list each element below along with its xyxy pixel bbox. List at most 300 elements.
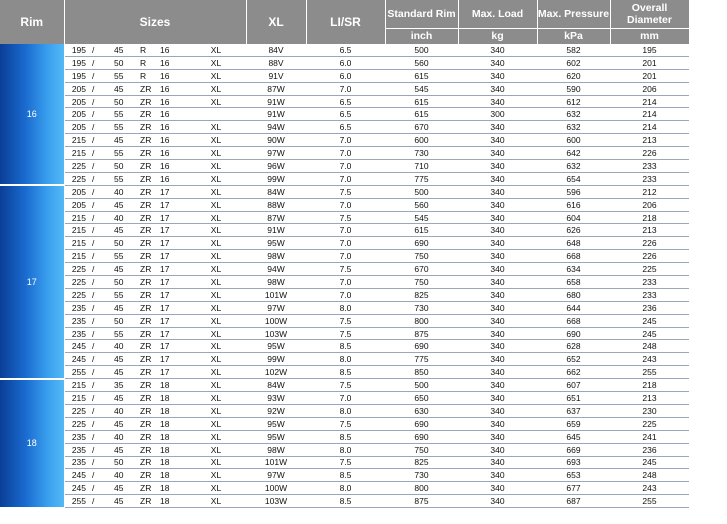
- cell-construction: ZR: [138, 237, 160, 250]
- cell-max-pressure: 340: [458, 250, 537, 263]
- cell-max-load: 545: [385, 211, 458, 224]
- cell-construction: ZR: [138, 482, 160, 495]
- cell-diameter: 16: [160, 121, 186, 134]
- cell-construction: ZR: [138, 392, 160, 405]
- cell-slash: /: [92, 340, 114, 353]
- cell-li-sr: 103W: [246, 327, 306, 340]
- cell-standard-rim: 8.0: [306, 482, 385, 495]
- cell-aspect: 50: [114, 314, 138, 327]
- cell-overall-diameter: 634: [537, 263, 610, 276]
- cell-overall-diameter: 669: [537, 443, 610, 456]
- cell-aspect: 50: [114, 95, 138, 108]
- cell-xl: XL: [186, 379, 246, 392]
- cell-aspect: 55: [114, 108, 138, 121]
- cell-width: 215: [64, 237, 92, 250]
- cell-width: 205: [64, 198, 92, 211]
- table-row: [0, 495, 689, 508]
- cell-aspect: 50: [114, 456, 138, 469]
- cell-slash: /: [92, 430, 114, 443]
- table-row: [0, 108, 689, 121]
- cell-overall-diameter: 662: [537, 366, 610, 379]
- cell-overall-diameter: 642: [537, 147, 610, 160]
- cell-max-pressure: 340: [458, 121, 537, 134]
- cell-construction: ZR: [138, 198, 160, 211]
- table-row: [0, 198, 689, 211]
- cell-construction: ZR: [138, 160, 160, 173]
- cell-section-width: 225: [610, 417, 689, 430]
- cell-aspect: 55: [114, 147, 138, 160]
- cell-section-width: 245: [610, 314, 689, 327]
- cell-slash: /: [92, 237, 114, 250]
- cell-standard-rim: 6.0: [306, 69, 385, 82]
- cell-max-load: 690: [385, 340, 458, 353]
- cell-overall-diameter: 668: [537, 250, 610, 263]
- cell-standard-rim: 7.0: [306, 276, 385, 289]
- cell-diameter: 18: [160, 404, 186, 417]
- cell-diameter: 17: [160, 250, 186, 263]
- cell-diameter: 16: [160, 56, 186, 69]
- cell-overall-diameter: 626: [537, 224, 610, 237]
- cell-construction: ZR: [138, 327, 160, 340]
- cell-max-load: 730: [385, 147, 458, 160]
- cell-construction: ZR: [138, 108, 160, 121]
- cell-standard-rim: 6.5: [306, 44, 385, 56]
- cell-li-sr: 95W: [246, 237, 306, 250]
- cell-li-sr: 92W: [246, 404, 306, 417]
- table-row: [0, 353, 689, 366]
- cell-li-sr: 95W: [246, 430, 306, 443]
- cell-slash: /: [92, 379, 114, 392]
- table-row: [0, 469, 689, 482]
- cell-aspect: 45: [114, 495, 138, 508]
- cell-max-pressure: 340: [458, 301, 537, 314]
- cell-aspect: 45: [114, 198, 138, 211]
- cell-diameter: 16: [160, 69, 186, 82]
- cell-standard-rim: 6.5: [306, 95, 385, 108]
- table-row: [0, 224, 689, 237]
- cell-max-load: 850: [385, 366, 458, 379]
- cell-construction: ZR: [138, 185, 160, 198]
- cell-section-width: 233: [610, 288, 689, 301]
- cell-diameter: 18: [160, 469, 186, 482]
- cell-diameter: 16: [160, 82, 186, 95]
- cell-width: 255: [64, 366, 92, 379]
- cell-aspect: 45: [114, 366, 138, 379]
- cell-diameter: 18: [160, 430, 186, 443]
- header-overall-diameter: Overall Diameter: [610, 0, 689, 28]
- cell-aspect: 55: [114, 288, 138, 301]
- cell-diameter: 17: [160, 224, 186, 237]
- cell-construction: ZR: [138, 250, 160, 263]
- cell-width: 195: [64, 69, 92, 82]
- rim-group-cell: 17: [0, 185, 64, 378]
- cell-xl: XL: [186, 82, 246, 95]
- cell-max-load: 630: [385, 404, 458, 417]
- cell-section-width: 245: [610, 456, 689, 469]
- cell-section-width: 214: [610, 95, 689, 108]
- cell-slash: /: [92, 276, 114, 289]
- cell-construction: ZR: [138, 121, 160, 134]
- cell-xl: XL: [186, 185, 246, 198]
- cell-li-sr: 93W: [246, 392, 306, 405]
- header-standard-rim: Standard Rim: [385, 0, 458, 28]
- cell-width: 225: [64, 404, 92, 417]
- cell-width: 215: [64, 147, 92, 160]
- cell-li-sr: 97W: [246, 147, 306, 160]
- cell-standard-rim: 7.5: [306, 379, 385, 392]
- cell-construction: ZR: [138, 443, 160, 456]
- table-row: [0, 392, 689, 405]
- cell-max-load: 710: [385, 160, 458, 173]
- cell-xl: XL: [186, 456, 246, 469]
- cell-slash: /: [92, 185, 114, 198]
- cell-diameter: 18: [160, 392, 186, 405]
- cell-standard-rim: 7.0: [306, 134, 385, 147]
- cell-aspect: 45: [114, 44, 138, 56]
- cell-overall-diameter: 645: [537, 430, 610, 443]
- cell-max-pressure: 340: [458, 172, 537, 185]
- cell-li-sr: 97W: [246, 469, 306, 482]
- cell-overall-diameter: 596: [537, 185, 610, 198]
- cell-aspect: 55: [114, 327, 138, 340]
- cell-construction: ZR: [138, 224, 160, 237]
- table-row: [0, 134, 689, 147]
- cell-xl: XL: [186, 417, 246, 430]
- cell-slash: /: [92, 108, 114, 121]
- cell-li-sr: 99W: [246, 172, 306, 185]
- cell-standard-rim: 7.0: [306, 198, 385, 211]
- cell-diameter: 17: [160, 340, 186, 353]
- cell-max-load: 825: [385, 288, 458, 301]
- cell-section-width: 241: [610, 430, 689, 443]
- cell-diameter: 16: [160, 160, 186, 173]
- cell-max-pressure: 340: [458, 327, 537, 340]
- cell-width: 205: [64, 95, 92, 108]
- cell-construction: ZR: [138, 147, 160, 160]
- cell-standard-rim: 8.5: [306, 430, 385, 443]
- cell-construction: ZR: [138, 276, 160, 289]
- cell-aspect: 50: [114, 276, 138, 289]
- header-max-pressure: Max. Pressure: [537, 0, 610, 28]
- cell-section-width: 233: [610, 160, 689, 173]
- cell-width: 235: [64, 443, 92, 456]
- cell-aspect: 45: [114, 443, 138, 456]
- cell-slash: /: [92, 417, 114, 430]
- cell-max-pressure: 340: [458, 392, 537, 405]
- cell-xl: XL: [186, 250, 246, 263]
- table-row: [0, 288, 689, 301]
- cell-aspect: 40: [114, 211, 138, 224]
- cell-construction: ZR: [138, 263, 160, 276]
- cell-overall-diameter: 628: [537, 340, 610, 353]
- cell-section-width: 245: [610, 327, 689, 340]
- cell-diameter: 16: [160, 134, 186, 147]
- cell-aspect: 35: [114, 379, 138, 392]
- cell-max-pressure: 340: [458, 95, 537, 108]
- cell-standard-rim: 8.0: [306, 443, 385, 456]
- cell-standard-rim: 7.0: [306, 288, 385, 301]
- cell-width: 245: [64, 340, 92, 353]
- cell-construction: ZR: [138, 404, 160, 417]
- cell-slash: /: [92, 211, 114, 224]
- cell-max-pressure: 340: [458, 224, 537, 237]
- cell-li-sr: 87W: [246, 82, 306, 95]
- cell-aspect: 50: [114, 237, 138, 250]
- cell-overall-diameter: 616: [537, 198, 610, 211]
- cell-width: 205: [64, 185, 92, 198]
- cell-section-width: 236: [610, 301, 689, 314]
- cell-standard-rim: 7.5: [306, 211, 385, 224]
- cell-section-width: 226: [610, 147, 689, 160]
- cell-max-load: 615: [385, 224, 458, 237]
- table-body: [0, 44, 689, 508]
- cell-max-pressure: 340: [458, 134, 537, 147]
- cell-overall-diameter: 668: [537, 314, 610, 327]
- cell-standard-rim: 8.5: [306, 340, 385, 353]
- cell-section-width: 218: [610, 211, 689, 224]
- cell-width: 215: [64, 224, 92, 237]
- cell-max-pressure: 340: [458, 404, 537, 417]
- cell-width: 215: [64, 134, 92, 147]
- cell-max-pressure: 340: [458, 82, 537, 95]
- cell-standard-rim: 8.0: [306, 353, 385, 366]
- unit-max-load: kg: [458, 28, 537, 44]
- cell-overall-diameter: 632: [537, 121, 610, 134]
- header-rim: Rim: [0, 0, 64, 44]
- cell-max-load: 500: [385, 44, 458, 56]
- cell-overall-diameter: 651: [537, 392, 610, 405]
- cell-slash: /: [92, 160, 114, 173]
- cell-section-width: 233: [610, 172, 689, 185]
- cell-overall-diameter: 612: [537, 95, 610, 108]
- cell-max-pressure: 340: [458, 263, 537, 276]
- table-row: [0, 82, 689, 95]
- cell-width: 225: [64, 417, 92, 430]
- cell-section-width: 226: [610, 250, 689, 263]
- cell-construction: ZR: [138, 417, 160, 430]
- cell-xl: XL: [186, 404, 246, 417]
- cell-section-width: 243: [610, 353, 689, 366]
- cell-diameter: 17: [160, 301, 186, 314]
- cell-standard-rim: 7.0: [306, 82, 385, 95]
- cell-standard-rim: 7.5: [306, 327, 385, 340]
- rim-group-cell: 16: [0, 44, 64, 185]
- cell-overall-diameter: 659: [537, 417, 610, 430]
- cell-width: 235: [64, 301, 92, 314]
- cell-aspect: 40: [114, 340, 138, 353]
- cell-max-load: 800: [385, 482, 458, 495]
- cell-diameter: 17: [160, 237, 186, 250]
- cell-xl: XL: [186, 56, 246, 69]
- cell-max-pressure: 340: [458, 276, 537, 289]
- cell-aspect: 45: [114, 392, 138, 405]
- cell-section-width: 233: [610, 276, 689, 289]
- cell-section-width: 214: [610, 121, 689, 134]
- cell-overall-diameter: 677: [537, 482, 610, 495]
- cell-li-sr: 98W: [246, 250, 306, 263]
- cell-slash: /: [92, 224, 114, 237]
- cell-li-sr: 97W: [246, 301, 306, 314]
- cell-diameter: 17: [160, 314, 186, 327]
- table-row: [0, 314, 689, 327]
- cell-section-width: 201: [610, 69, 689, 82]
- cell-slash: /: [92, 456, 114, 469]
- cell-width: 205: [64, 108, 92, 121]
- cell-slash: /: [92, 443, 114, 456]
- cell-section-width: 218: [610, 379, 689, 392]
- unit-overall-diameter: mm: [610, 28, 689, 44]
- cell-standard-rim: 8.0: [306, 301, 385, 314]
- cell-construction: R: [138, 56, 160, 69]
- cell-width: 225: [64, 263, 92, 276]
- cell-xl: XL: [186, 69, 246, 82]
- table-row: [0, 301, 689, 314]
- cell-max-load: 670: [385, 121, 458, 134]
- cell-overall-diameter: 648: [537, 237, 610, 250]
- table-row: [0, 172, 689, 185]
- cell-diameter: 16: [160, 172, 186, 185]
- cell-width: 245: [64, 353, 92, 366]
- cell-xl: XL: [186, 288, 246, 301]
- cell-max-pressure: 340: [458, 160, 537, 173]
- cell-li-sr: 84W: [246, 185, 306, 198]
- cell-xl: XL: [186, 224, 246, 237]
- cell-xl: XL: [186, 95, 246, 108]
- cell-xl: XL: [186, 443, 246, 456]
- cell-li-sr: 91V: [246, 69, 306, 82]
- cell-max-pressure: 340: [458, 44, 537, 56]
- cell-slash: /: [92, 288, 114, 301]
- cell-slash: /: [92, 147, 114, 160]
- cell-overall-diameter: 632: [537, 108, 610, 121]
- cell-standard-rim: 8.5: [306, 495, 385, 508]
- cell-slash: /: [92, 404, 114, 417]
- cell-construction: ZR: [138, 495, 160, 508]
- cell-aspect: 55: [114, 69, 138, 82]
- cell-slash: /: [92, 392, 114, 405]
- cell-standard-rim: 7.0: [306, 147, 385, 160]
- cell-max-pressure: 340: [458, 340, 537, 353]
- cell-section-width: 248: [610, 469, 689, 482]
- cell-construction: ZR: [138, 366, 160, 379]
- cell-li-sr: 101W: [246, 456, 306, 469]
- table-row: [0, 56, 689, 69]
- cell-xl: XL: [186, 301, 246, 314]
- table-row: [0, 160, 689, 173]
- cell-li-sr: 99W: [246, 353, 306, 366]
- cell-section-width: 214: [610, 108, 689, 121]
- cell-max-pressure: 340: [458, 469, 537, 482]
- cell-max-pressure: 340: [458, 379, 537, 392]
- cell-width: 225: [64, 160, 92, 173]
- cell-construction: ZR: [138, 469, 160, 482]
- table-row: [0, 185, 689, 198]
- cell-construction: ZR: [138, 82, 160, 95]
- cell-width: 225: [64, 288, 92, 301]
- cell-standard-rim: 7.5: [306, 417, 385, 430]
- cell-max-pressure: 340: [458, 443, 537, 456]
- cell-li-sr: 98W: [246, 276, 306, 289]
- cell-width: 205: [64, 82, 92, 95]
- cell-construction: R: [138, 44, 160, 56]
- cell-xl: XL: [186, 160, 246, 173]
- cell-standard-rim: 7.5: [306, 185, 385, 198]
- cell-xl: XL: [186, 198, 246, 211]
- cell-aspect: 40: [114, 185, 138, 198]
- cell-aspect: 50: [114, 160, 138, 173]
- cell-max-load: 500: [385, 379, 458, 392]
- cell-max-pressure: 340: [458, 56, 537, 69]
- cell-slash: /: [92, 95, 114, 108]
- cell-max-load: 750: [385, 276, 458, 289]
- cell-overall-diameter: 653: [537, 469, 610, 482]
- cell-diameter: 16: [160, 95, 186, 108]
- cell-aspect: 50: [114, 56, 138, 69]
- table-row: [0, 237, 689, 250]
- cell-li-sr: 101W: [246, 288, 306, 301]
- cell-slash: /: [92, 314, 114, 327]
- cell-overall-diameter: 590: [537, 82, 610, 95]
- cell-width: 215: [64, 211, 92, 224]
- cell-max-load: 615: [385, 95, 458, 108]
- cell-xl: XL: [186, 121, 246, 134]
- cell-section-width: 206: [610, 198, 689, 211]
- cell-slash: /: [92, 44, 114, 56]
- cell-xl: XL: [186, 237, 246, 250]
- table-row: [0, 147, 689, 160]
- cell-overall-diameter: 680: [537, 288, 610, 301]
- cell-diameter: 16: [160, 44, 186, 56]
- cell-section-width: 213: [610, 392, 689, 405]
- cell-width: 225: [64, 172, 92, 185]
- cell-xl: [186, 108, 246, 121]
- cell-diameter: 18: [160, 443, 186, 456]
- cell-max-load: 750: [385, 250, 458, 263]
- cell-xl: XL: [186, 469, 246, 482]
- cell-diameter: 17: [160, 366, 186, 379]
- cell-xl: XL: [186, 147, 246, 160]
- cell-xl: XL: [186, 172, 246, 185]
- cell-li-sr: 96W: [246, 160, 306, 173]
- cell-width: 195: [64, 56, 92, 69]
- cell-slash: /: [92, 198, 114, 211]
- cell-max-load: 825: [385, 456, 458, 469]
- cell-slash: /: [92, 495, 114, 508]
- cell-max-pressure: 340: [458, 211, 537, 224]
- cell-diameter: 17: [160, 276, 186, 289]
- cell-xl: XL: [186, 314, 246, 327]
- cell-diameter: 17: [160, 263, 186, 276]
- cell-max-pressure: 340: [458, 456, 537, 469]
- table-row: [0, 44, 689, 56]
- cell-section-width: 201: [610, 56, 689, 69]
- cell-xl: XL: [186, 482, 246, 495]
- cell-diameter: 17: [160, 185, 186, 198]
- table-row: [0, 250, 689, 263]
- cell-overall-diameter: 620: [537, 69, 610, 82]
- table-row: [0, 366, 689, 379]
- cell-max-load: 730: [385, 469, 458, 482]
- cell-construction: ZR: [138, 301, 160, 314]
- cell-max-load: 730: [385, 301, 458, 314]
- table-row: [0, 95, 689, 108]
- cell-slash: /: [92, 56, 114, 69]
- cell-max-load: 800: [385, 314, 458, 327]
- cell-section-width: 206: [610, 82, 689, 95]
- cell-slash: /: [92, 469, 114, 482]
- header-max-load: Max. Load: [458, 0, 537, 28]
- rim-group-cell: 18: [0, 379, 64, 508]
